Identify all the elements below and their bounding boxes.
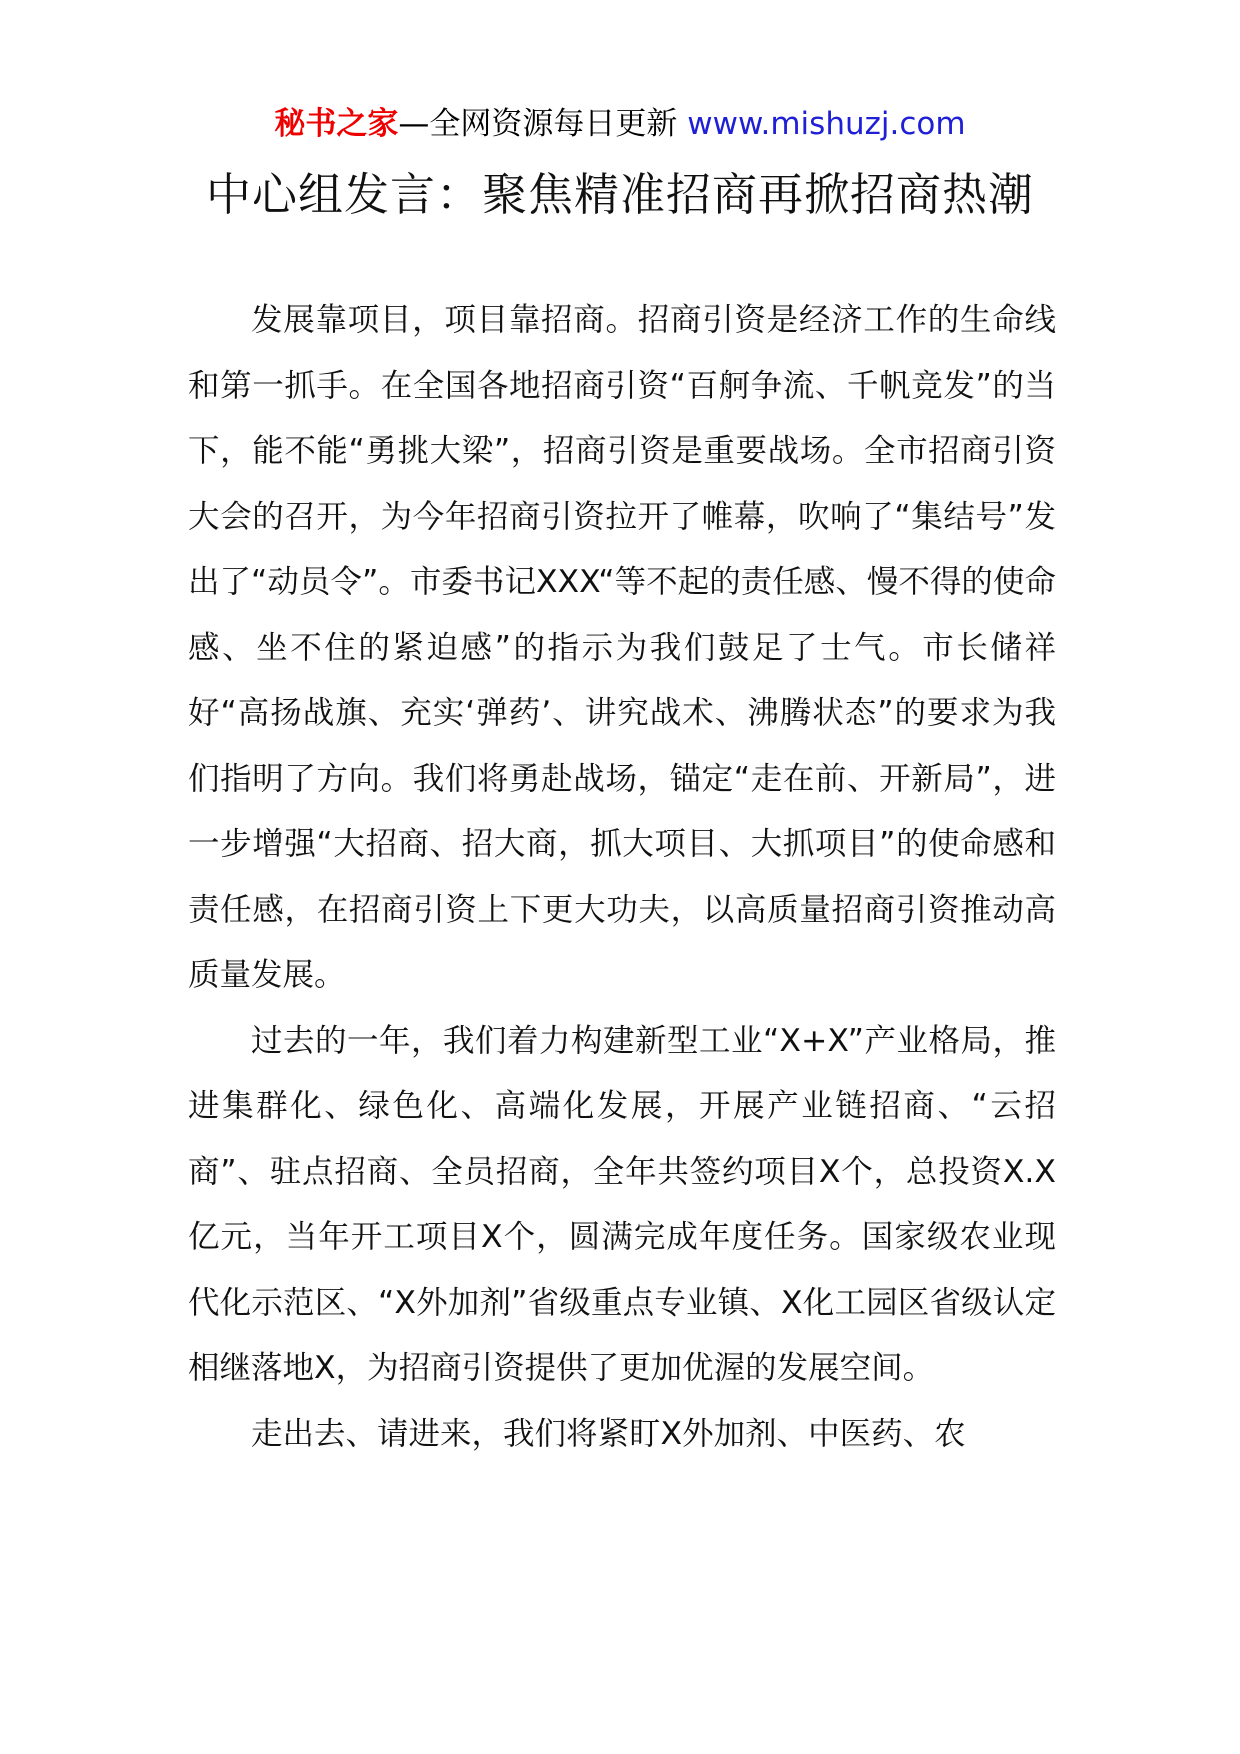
paragraph-2: 过去的一年，我们着力构建新型工业“X+X”产业格局，推进集群化、绿色化、高端化发展，开展产业链招商、“云招商”、驻点招商、全员招商，全年共签约项目X个，总投资X.X亿元，当年开工项目X个，圆满完成年度任务。国家级农业现代化示范区、“X外加剂”省级重点专业镇、X化工园区省级认定相继落地X，为招商引资提供了更加优渥的发展空间。 <box>188 1022 1056 1386</box>
document-title: 中心组发言：聚焦精准招商再掀招商热潮 <box>205 168 1034 221</box>
site-url-link[interactable]: www.mishuzj.com <box>687 106 966 142</box>
site-header <box>0 102 1240 146</box>
site-tagline: —全网资源每日更新 <box>398 106 678 142</box>
paragraph-3: 走出去、请进来，我们将紧盯X外加剂、中医药、农 <box>251 1415 966 1452</box>
paragraph-1: 发展靠项目，项目靠招商。招商引资是经济工作的生命线和第一抓手。在全国各地招商引资“百舸争流、千帆竞发”的当下，能不能“勇挑大梁”，招商引资是重要战场。全市招商引资大会的召开，为今年招商引资拉开了帷幕，吹响了“集结号”发出了“动员令”。市委书记XXX“等不起的责任感、慢不得的使命感、坐不住的紧迫感”的指示为我们鼓足了士气。市长储祥好“高扬战旗、充实‘弹药’、讲究战术、沸腾状态”的要求为我们指明了方向。我们将勇赴战场，锚定“走在前、开新局”，进一步增强“大招商、招大商，抓大项目、大抓项目”的使命感和责任感，在招商引资上下更大功夫，以高质量招商引资推动高质量发展。 <box>188 302 1056 993</box>
site-brand: 秘书之家 <box>274 106 399 142</box>
document-body <box>188 288 1056 1467</box>
